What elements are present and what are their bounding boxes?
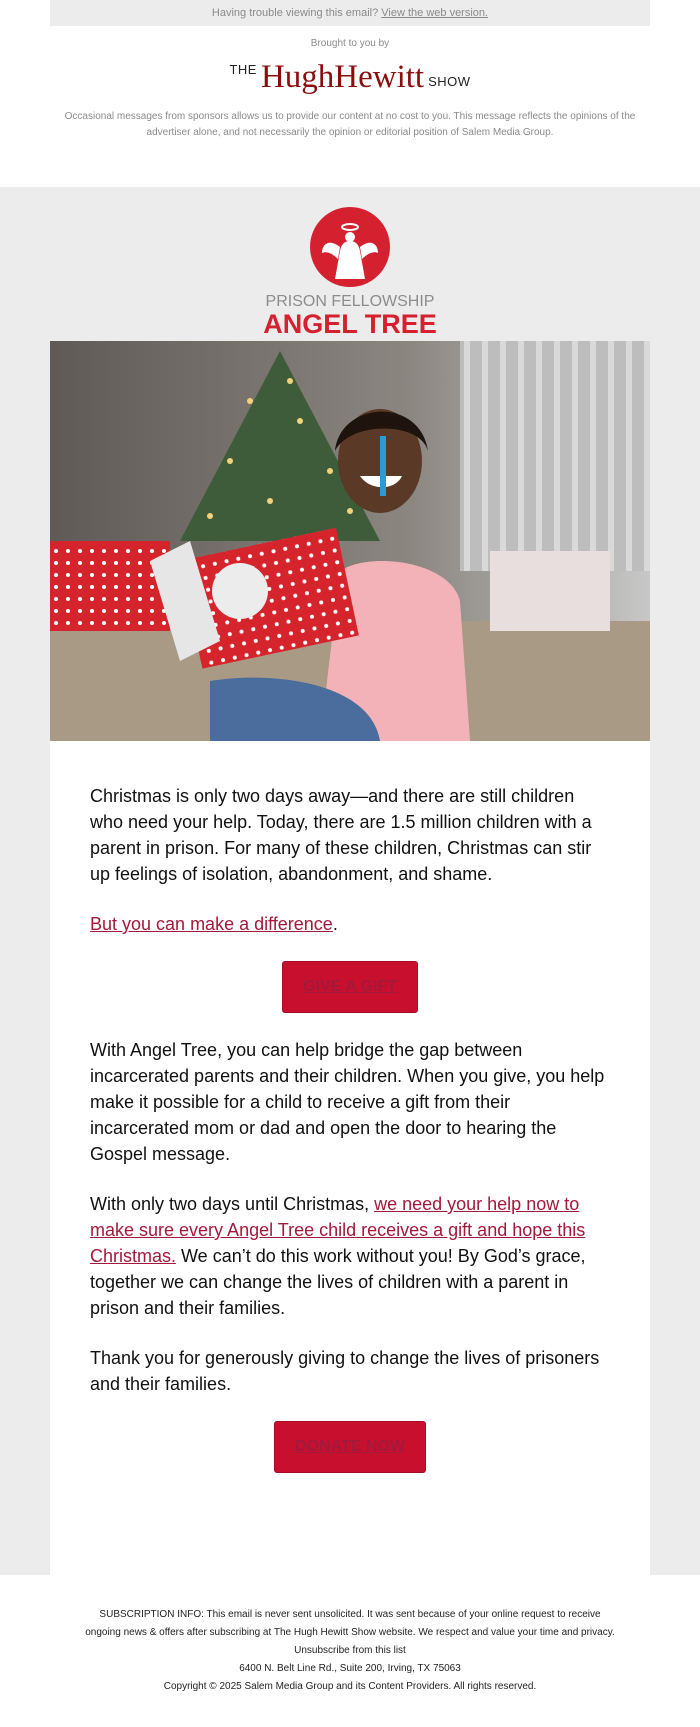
paragraph-1: Christmas is only two days away—and there are still children who need your help. Today, there are 1.5 million children with a parent in prison. For many of these children, Christmas can stir up feelings of isolation, abandonment, and shame. — [90, 786, 592, 884]
copyright: Copyright © 2025 Salem Media Group and its Content Providers. All rights reserved. — [163, 1681, 537, 1692]
give-button-wrap — [50, 961, 650, 1013]
make-difference-link[interactable]: But you can make a difference — [90, 914, 333, 934]
show-logo-the: THE — [229, 61, 257, 77]
hero-photo[interactable] — [50, 341, 650, 741]
gift-box-left — [50, 541, 170, 631]
paragraph-4: With only two days until Christmas, we need your help now to make sure every Angel Tree child receives a gift and hope this Christmas. We can’t do this work without you! By God’s grace, together we can change the lives of children with a parent in prison and their families. — [90, 1194, 586, 1318]
footer — [85, 1575, 615, 1696]
donate-now-button[interactable]: DONATE NOW — [274, 1421, 426, 1473]
sponsor-disclaimer: Occasional messages from sponsors allows us to provide our content at no cost to you. This message reflects the opinions of the advertiser alone, and not necessarily the opinion or editorial position of Salem Media Group. — [64, 111, 636, 138]
logo-line2: ANGEL TREE — [263, 309, 437, 339]
hair-beads — [380, 436, 386, 496]
paragraph-2: But you can make a difference. — [90, 914, 338, 934]
angel-tree-logo-graphic — [240, 207, 460, 341]
help-now-link[interactable]: we need your help now to make sure every Angel Tree child receives a gift and hope this Christmas. — [90, 1194, 586, 1266]
angel-tree-logo[interactable] — [0, 207, 700, 341]
message-card — [50, 741, 650, 1575]
web-version-link[interactable]: View the web version. — [381, 7, 489, 19]
show-logo-name: HughHewitt — [260, 58, 425, 95]
trouble-text: Having trouble viewing this email? — [211, 7, 379, 19]
web-version-bar — [50, 0, 650, 26]
brought-to-you-label: Brought to you by — [310, 38, 390, 49]
paragraph-5: Thank you for generously giving to change the lives of prisoners and their families. — [90, 1348, 600, 1394]
gift-box-right — [490, 551, 610, 631]
logo-line1: PRISON FELLOWSHIP — [265, 293, 435, 310]
paragraph-3: With Angel Tree, you can help bridge the gap between incarcerated parents and their children. When you give, you help make it possible for a child to receive a gift from their incarcerated mom or dad and open the door to hearing the Gospel message. — [90, 1040, 605, 1164]
hugh-hewitt-show-logo[interactable] — [50, 57, 650, 97]
gift-bow — [212, 563, 268, 619]
window-curtain — [460, 341, 650, 571]
donate-button-wrap — [50, 1421, 650, 1473]
mailing-address: 6400 N. Belt Line Rd., Suite 200, Irving, TX 75063 — [239, 1663, 461, 1674]
sponsor-header — [50, 26, 650, 141]
unsubscribe-link[interactable]: Unsubscribe from this list — [294, 1645, 406, 1656]
show-logo-show: SHOW — [428, 73, 471, 89]
subscription-info: SUBSCRIPTION INFO: This email is never sent unsolicited. It was sent because of your online request to receive ongoing news & offers after subscribing at The Hugh Hewitt Show website. We respect and value your time and privacy. — [85, 1609, 615, 1638]
give-a-gift-button[interactable]: GIVE A GIFT — [282, 961, 418, 1013]
email-content-area — [0, 187, 700, 1575]
